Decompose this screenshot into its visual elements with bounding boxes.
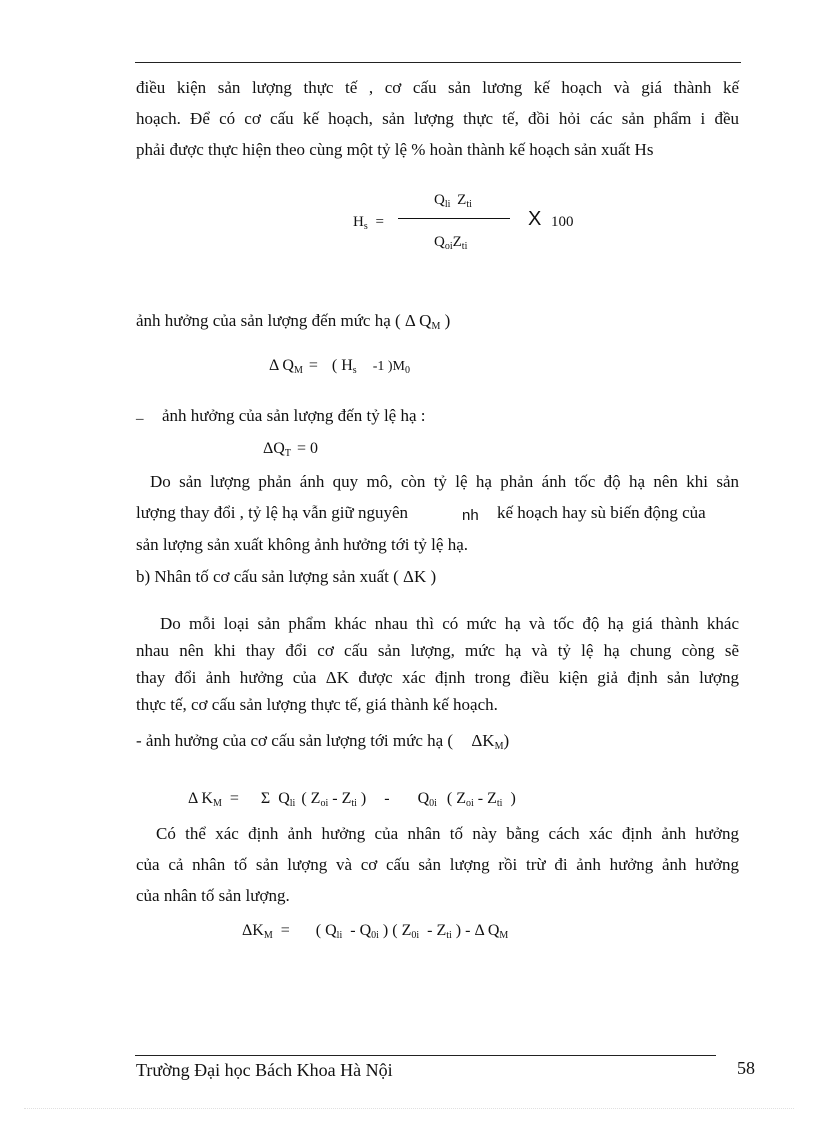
- formula-delta-qm: Δ $Q_M$ = ( $H_s$ -1 )$M_0$: [269, 357, 410, 376]
- section-heading-b: b) Nhân tố cơ cấu sản lượng sản xuất ( ΔK ): [136, 567, 437, 586]
- text-line: nhau nên khi thay đổi cơ cấu sản lượng, mức hạ và tỷ lệ hạ chung còng sẽ: [136, 641, 739, 660]
- fraction-bar: [398, 218, 510, 219]
- text-line: thực tế, cơ cấu sản lượng thực tế, giá thành kế hoạch.: [136, 695, 498, 714]
- text-line: thay đổi ảnh hưởng của ΔK được xác định trong điều kiện giả định sản lượng: [136, 668, 739, 687]
- bullet-mark: _: [136, 406, 144, 422]
- formula-delta-km-structure: Δ $K_M = \Sigma$ $Q_{li}$ ( $Z_{oi} - Z_{ti}$ ) - $Q_{0i}$ ( $Z_{oi} - Z_{ti}$ ): [188, 790, 516, 809]
- heading-output-effect-on-rate: ảnh hưởng của sản lượng đến tỷ lệ hạ :: [162, 406, 426, 425]
- header-rule: [135, 62, 741, 63]
- inline-nh: nh: [462, 507, 479, 524]
- formula-hs-numerator: $Q_{li}$ $Z_{ti}$: [434, 192, 472, 210]
- text-line: lượng thay đổi , tỷ lệ hạ vẫn giữ nguyên: [136, 503, 408, 522]
- bottom-dotted-edge: [24, 1108, 794, 1109]
- text-line: Do mỗi loại sản phẩm khác nhau thì có mức hạ và tốc độ hạ giá thành khác: [160, 614, 739, 633]
- text-line: Do sản lượng phản ánh quy mô, còn tỷ lệ hạ phản ánh tốc độ hạ nên khi sản: [150, 472, 739, 491]
- formula-hs-hundred: 100: [551, 214, 574, 230]
- paragraph-plan-structure: [136, 72, 739, 165]
- text-line: sản lượng sản xuất không ảnh hưởng tới tỷ lệ hạ.: [136, 535, 468, 554]
- formula-hs-lhs: $H_s$ =: [353, 214, 384, 232]
- text-line: phải được thực hiện theo cùng một tỷ lệ % hoàn thành kế hoạch sản xuất Hs: [136, 140, 654, 159]
- text-line: điều kiện sản lượng thực tế , cơ cấu sản lương kế hoạch và giá thành kế: [136, 78, 739, 97]
- footer-page-number: 58: [737, 1058, 755, 1078]
- text-line: hoạch. Để có cơ cấu kế hoạch, sản lượng thực tế, đồi hỏi các sản phẩm i đều: [136, 109, 739, 128]
- paragraph-structure-factor: [136, 610, 739, 718]
- heading-structure-effect-on-reduction: - ảnh hưởng của cơ cấu sản lượng tới mức hạ ( $\Delta K_M$): [136, 731, 510, 752]
- text-line: Có thể xác định ảnh hưởng của nhân tố này bằng cách xác định ảnh hưởng: [156, 824, 739, 843]
- text-line: của nhân tố sản lượng.: [136, 886, 290, 905]
- paragraph-alternative-method: [136, 818, 739, 911]
- text-line: kế hoạch hay sù biến động của: [497, 503, 706, 522]
- heading-output-effect-on-reduction: ảnh hưởng của sản lượng đến mức hạ ( Δ $Q_M$ ): [136, 311, 451, 332]
- text-line: của cả nhân tố sản lượng và cơ cấu sản lượng rồi trừ đi ảnh hưởng ảnh hưởng: [136, 855, 739, 874]
- formula-delta-qt: $\Delta Q_T = 0$: [263, 440, 318, 459]
- formula-hs-denominator: $Q_{oi}Z_{ti}$: [434, 234, 468, 252]
- footer-rule: [135, 1055, 716, 1056]
- formula-delta-km-difference: $\Delta K_M$ = ( $Q_{li} - Q_{0i}$ ) ( $Z_{0i} - Z_{ti}$ ) - Δ $Q_M$: [242, 922, 509, 941]
- footer-school-name: Trường Đại học Bách Khoa Hà Nội: [136, 1060, 393, 1080]
- formula-hs-times: X: [528, 208, 542, 230]
